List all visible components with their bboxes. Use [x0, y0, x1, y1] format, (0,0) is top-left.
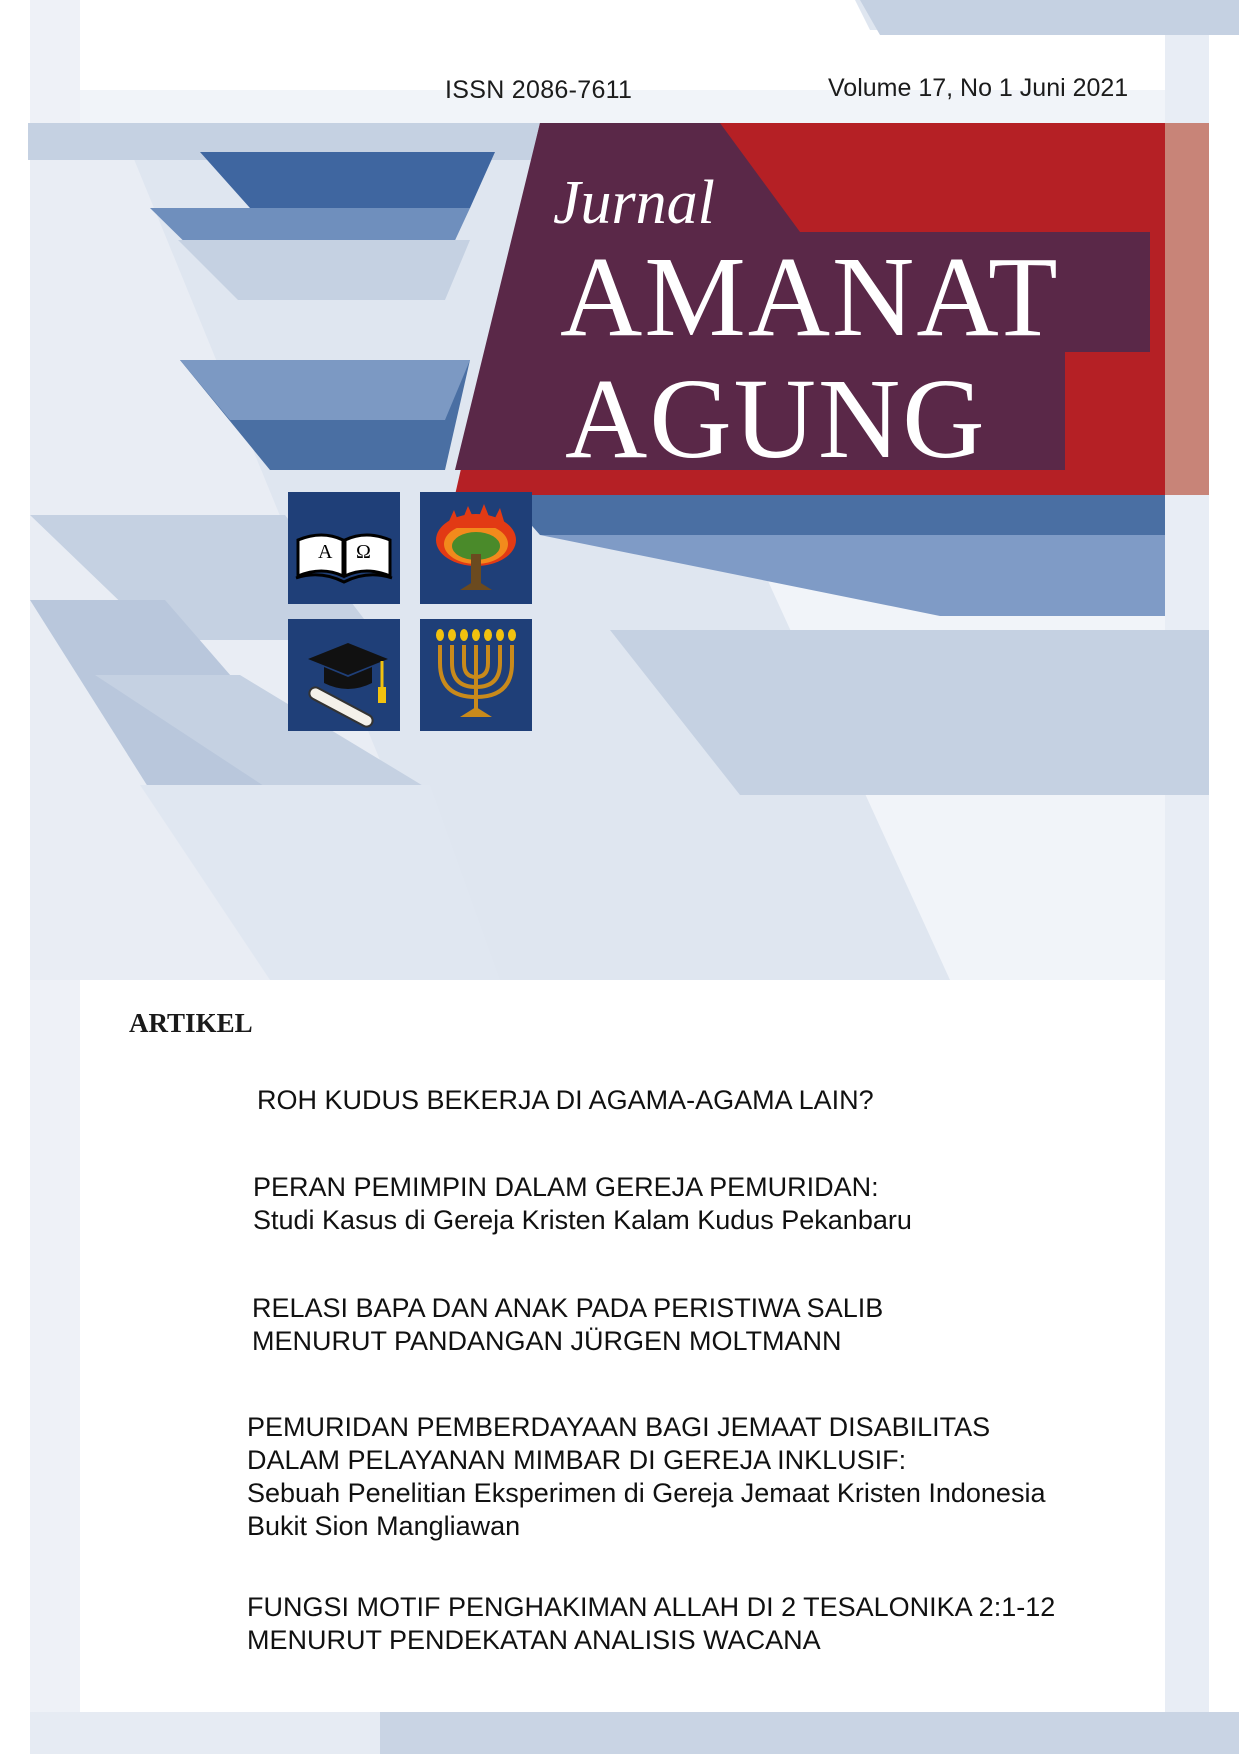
article-entry [253, 1171, 912, 1237]
article-title: RELASI BAPA DAN ANAK PADA PERISTIWA SALIB [252, 1293, 884, 1323]
article-subtitle: Sebuah Penelitian Eksperimen di Gereja Jemaat Kristen Indonesia [247, 1478, 1046, 1508]
article-title: PERAN PEMIMPIN DALAM GEREJA PEMURIDAN: [253, 1172, 879, 1202]
article-title-cont: MENURUT PANDANGAN JÜRGEN MOLTMANN [252, 1326, 842, 1356]
article-subtitle: Studi Kasus di Gereja Kristen Kalam Kudus Pekanbaru [253, 1205, 912, 1235]
articles-heading: ARTIKEL [129, 1008, 253, 1038]
journal-title-line1: AMANAT [560, 233, 1060, 360]
omega-letter: Ω [356, 541, 371, 563]
burning-bush-icon [420, 492, 532, 604]
menorah-icon [420, 619, 532, 731]
article-entry [247, 1591, 1055, 1657]
article-title: ROH KUDUS BEKERJA DI AGAMA-AGAMA LAIN? [257, 1085, 874, 1115]
article-entry [247, 1411, 1045, 1543]
article-title-cont: MENURUT PENDEKATAN ANALISIS WACANA [247, 1625, 821, 1655]
alpha-letter: A [318, 541, 333, 563]
issn-number: ISSN 2086-7611 [445, 76, 633, 104]
article-entry [252, 1292, 883, 1358]
article-title: FUNGSI MOTIF PENGHAKIMAN ALLAH DI 2 TESALONIKA 2:1-12 [247, 1592, 1056, 1622]
journal-title-line2: AGUNG [565, 355, 987, 482]
article-subtitle-cont: Bukit Sion Mangliawan [247, 1511, 521, 1541]
article-entry [257, 1084, 874, 1117]
article-title-cont: DALAM PELAYANAN MIMBAR DI GEREJA INKLUSIF: [247, 1445, 907, 1475]
graduation-cap-icon [288, 619, 400, 731]
volume-issue-date: Volume 17, No 1 Juni 2021 [828, 74, 1129, 102]
journal-prefix: Jurnal [553, 169, 715, 237]
article-title: PEMURIDAN PEMBERDAYAAN BAGI JEMAAT DISABILITAS [247, 1412, 991, 1442]
open-bible-icon [288, 492, 400, 604]
